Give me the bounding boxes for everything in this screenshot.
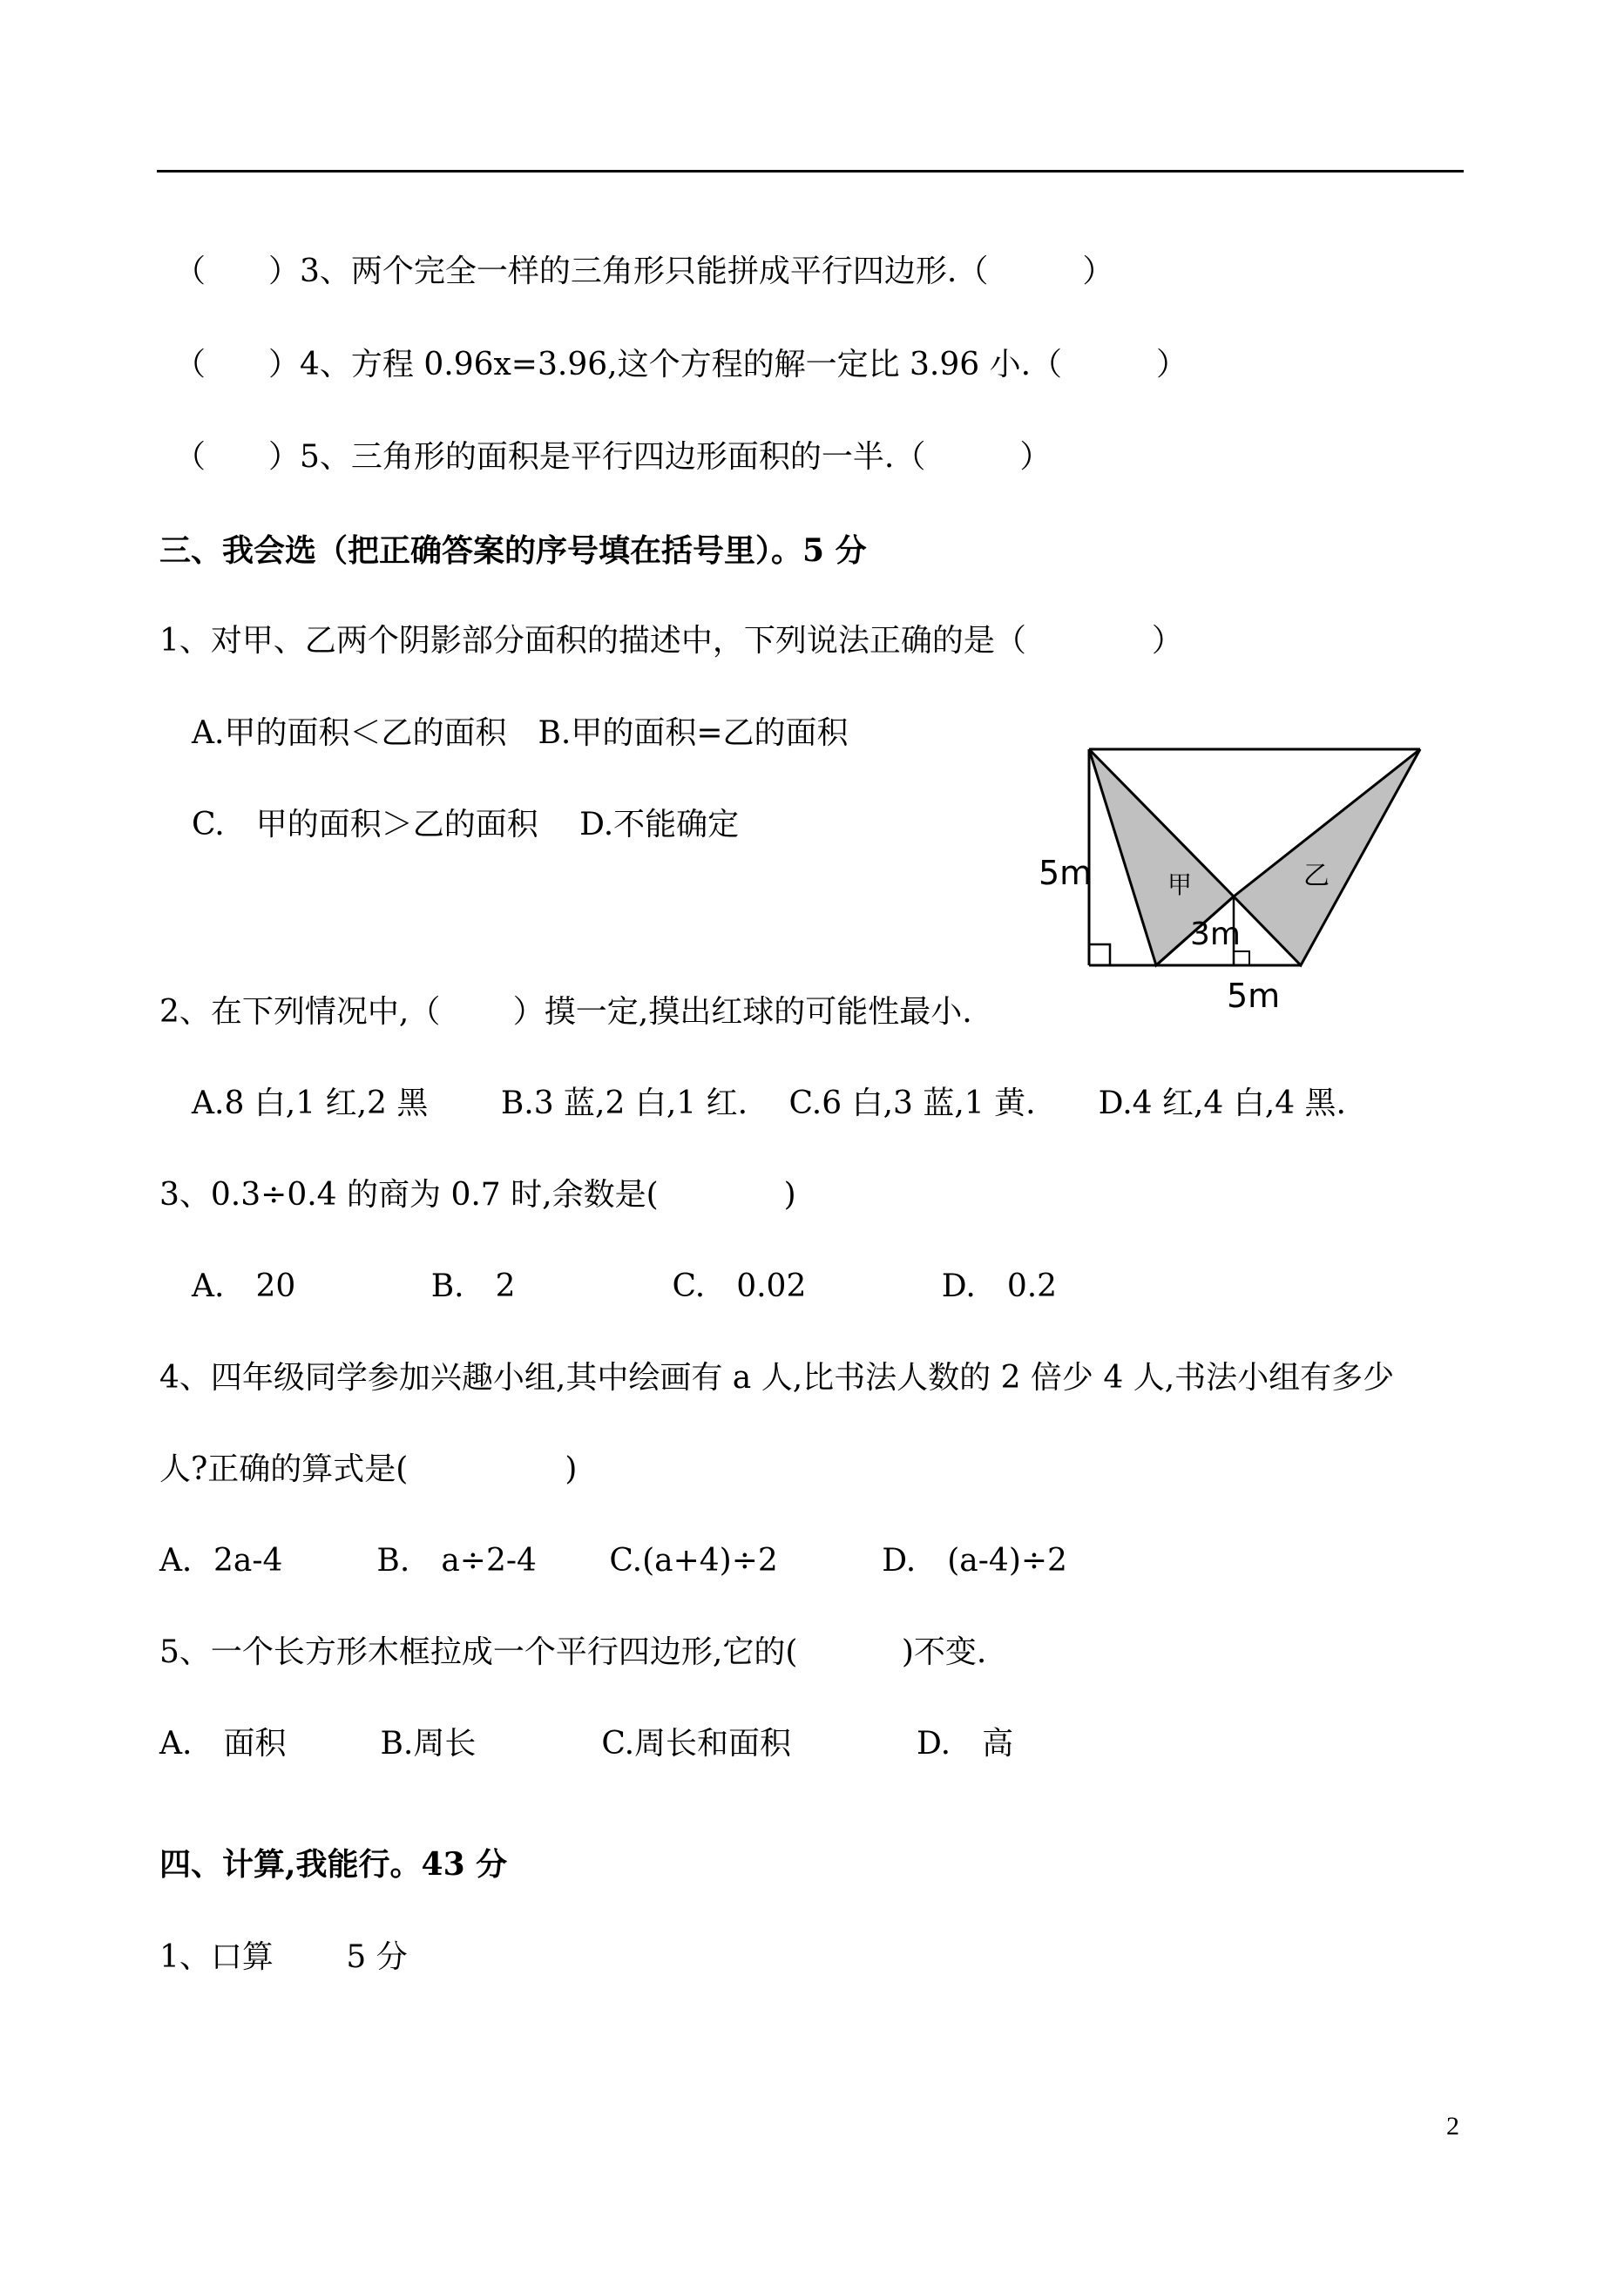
header-rule xyxy=(157,170,1464,172)
jia-label: 甲 xyxy=(1167,870,1193,899)
right-angle-mark-inner xyxy=(1234,951,1249,965)
q4-options: A．2a-4 B. a÷2-4 C.(a+4)÷2 D. (a-4)÷2 xyxy=(159,1543,1067,1579)
q3-options: A. 20 B. 2 C. 0.02 D. 0.2 xyxy=(192,1268,1058,1304)
q4-text-line1: 4、四年级同学参加兴趣小组,其中绘画有 a 人,比书法人数的 2 倍少 4 人,书法小组有多少 xyxy=(159,1360,1395,1396)
judge-item-5: （ ）5、三角形的面积是平行四边形面积的一半.（ ） xyxy=(174,439,1052,475)
right-angle-mark xyxy=(1089,944,1110,965)
section3-heading: 三、我会选（把正确答案的序号填在括号里）。5 分 xyxy=(159,532,867,569)
page-number: 2 xyxy=(1446,2112,1459,2141)
section4-heading: 四、计算,我能行。43 分 xyxy=(159,1846,508,1883)
base-label: 5m xyxy=(1227,977,1281,1015)
q4-text-line2: 人?正确的算式是( ) xyxy=(159,1451,578,1487)
section4-q1: 1、口算 5 分 xyxy=(159,1939,408,1975)
q2-text: 2、在下列情况中,（ ）摸一定,摸出红球的可能性最小. xyxy=(159,994,972,1030)
shaded-triangles-figure xyxy=(1037,732,1464,1028)
yi-label: 乙 xyxy=(1303,861,1330,891)
q2-options: A.8 白,1 红,2 黑 B.3 蓝,2 白,1 红. C.6 白,3 蓝,1 黄. D.4 红,4 白,4 黑. xyxy=(192,1086,1347,1121)
q5-options: A. 面积 B.周长 C.周长和面积 D. 高 xyxy=(159,1726,1014,1762)
q1-options-line1: A.甲的面积＜乙的面积 B.甲的面积=乙的面积 xyxy=(192,715,849,751)
inner-height-label: 3m xyxy=(1190,917,1241,952)
q1-options-line2: C. 甲的面积＞乙的面积 D.不能确定 xyxy=(192,807,740,842)
height-label: 5m xyxy=(1039,854,1093,892)
q1-text: 1、对甲、乙两个阴影部分面积的描述中，下列说法正确的是（ ） xyxy=(159,623,1183,659)
judge-item-3: （ ）3、两个完全一样的三角形只能拼成平行四边形.（ ） xyxy=(174,254,1114,289)
judge-item-4: （ ）4、方程 0.96x=3.96,这个方程的解一定比 3.96 小.（ ） xyxy=(174,347,1188,382)
q3-text: 3、0.3÷0.4 的商为 0.7 时,余数是( ) xyxy=(159,1177,796,1213)
yi-shaded-region xyxy=(1234,749,1420,965)
q5-text: 5、一个长方形木框拉成一个平行四边形,它的( )不变. xyxy=(159,1634,987,1670)
